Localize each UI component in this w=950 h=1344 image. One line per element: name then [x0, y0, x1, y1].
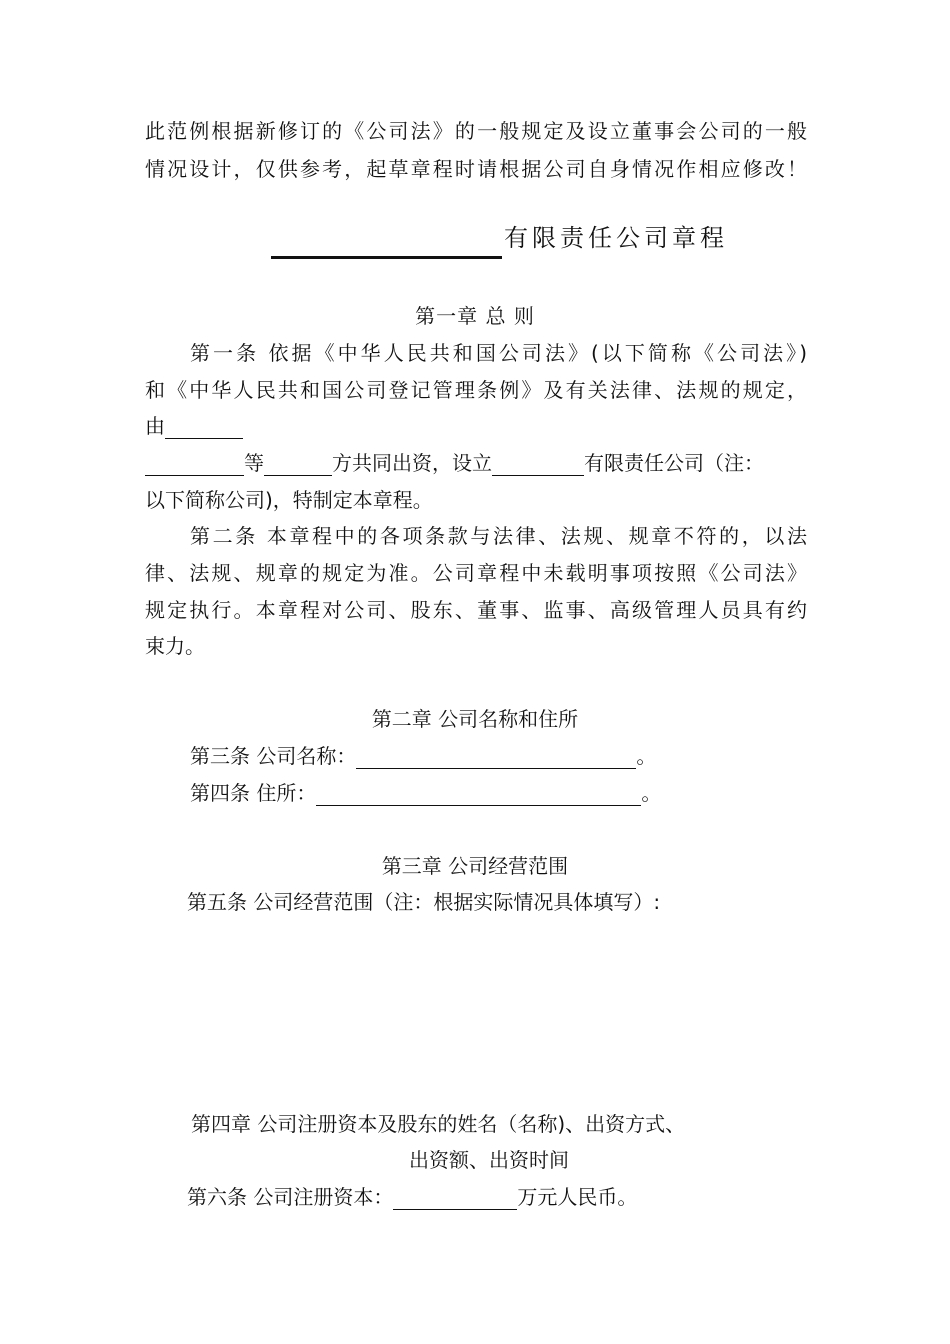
- chapter1-heading: 第一章 总 则: [415, 304, 535, 328]
- article3-label: 第三条 公司名称：: [190, 744, 357, 768]
- company-blank[interactable]: [492, 453, 584, 476]
- intro-line-1: 此范例根据新修订的《公司法》的一般规定及设立董事会公司的一般: [145, 119, 807, 143]
- shareholder-blank-1[interactable]: [165, 416, 243, 439]
- article1-text-3: 有限责任公司（注：: [584, 451, 764, 475]
- party-count-blank[interactable]: [264, 453, 332, 476]
- chapter4-heading-line-2: 出资额、出资时间: [409, 1148, 569, 1172]
- company-name-field[interactable]: [356, 746, 636, 769]
- article6-label: 第六条 公司注册资本：: [187, 1185, 394, 1209]
- article1-line-2: 和《中华人民共和国公司登记管理条例》及有关法律、法规的规定，: [145, 378, 807, 402]
- intro-line-2: 情况设计，仅供参考，起草章程时请根据公司自身情况作相应修改！: [145, 157, 807, 181]
- article2-line-4: 束力。: [145, 634, 205, 658]
- registered-capital-field[interactable]: [393, 1187, 517, 1210]
- chapter4-heading-line-1: 第四章 公司注册资本及股东的姓名（名称)、出资方式、: [191, 1112, 686, 1136]
- article1-text-2: 方共同出资，设立: [332, 451, 492, 475]
- chapter3-heading: 第三章 公司经营范围: [381, 854, 569, 878]
- article1-deng: 等: [244, 451, 264, 475]
- article2-line-3: 规定执行。本章程对公司、股东、董事、监事、高级管理人员具有约: [145, 598, 807, 622]
- article1-you: 由: [145, 414, 165, 438]
- shareholder-blank-2[interactable]: [145, 453, 244, 476]
- article4-label: 第四条 住所：: [190, 781, 317, 805]
- article2-line-2: 律、法规、规章的规定为准。公司章程中未载明事项按照《公司法》: [145, 561, 807, 585]
- article1-line-5: 以下简称公司)，特制定本章程。: [145, 488, 433, 512]
- article6-end: 万元人民币。: [517, 1185, 638, 1209]
- article1-line-4: [145, 450, 764, 476]
- article6: [187, 1184, 637, 1210]
- article1-line-1: 第一条 依据《中华人民共和国公司法》(以下简称《公司法》): [190, 341, 807, 365]
- article5: 第五条 公司经营范围（注：根据实际情况具体填写）:: [187, 890, 661, 914]
- chapter2-heading: 第二章 公司名称和住所: [371, 707, 579, 731]
- article4-end: 。: [641, 781, 662, 805]
- article2-line-1: 第二条 本章程中的各项条款与法律、法规、规章不符的，以法: [190, 524, 807, 548]
- article4: [190, 780, 661, 806]
- article3-end: 。: [636, 744, 657, 768]
- document-title: 有限责任公司章程: [504, 224, 728, 252]
- article3: [190, 743, 656, 769]
- company-name-blank[interactable]: [271, 256, 502, 259]
- article1-line-3: [145, 413, 243, 439]
- address-field[interactable]: [316, 783, 641, 806]
